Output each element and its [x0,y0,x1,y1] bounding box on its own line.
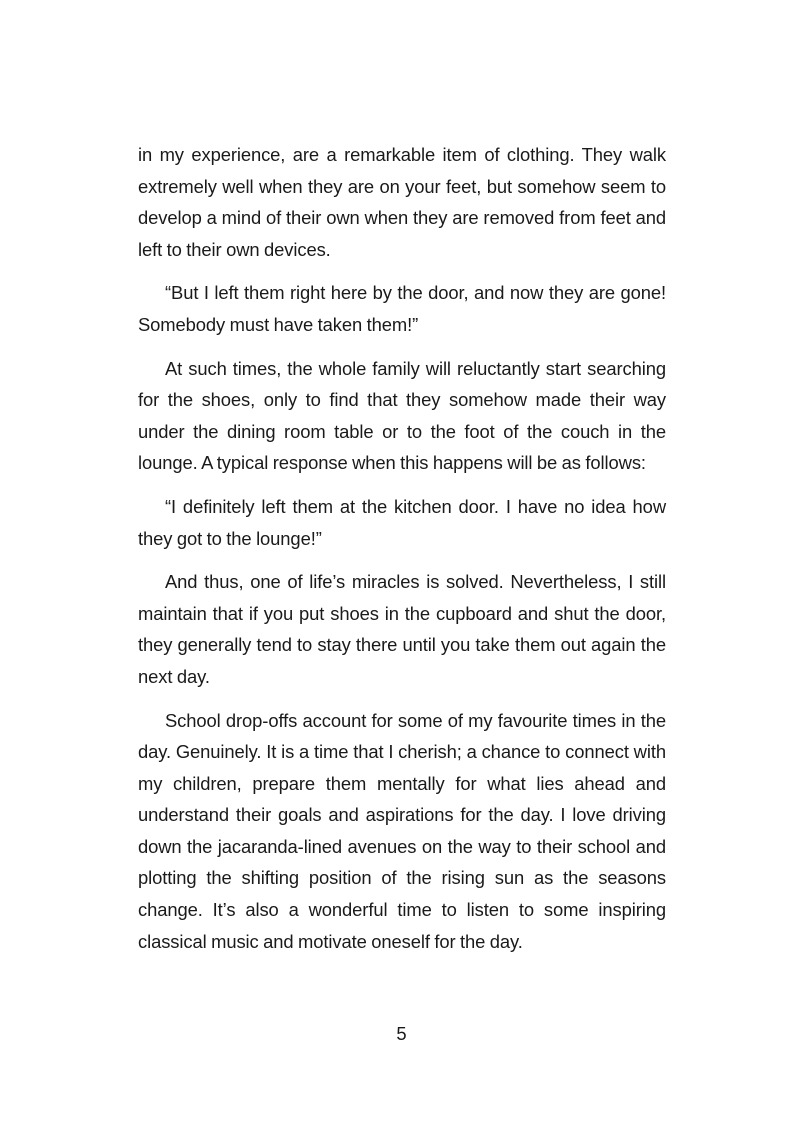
paragraph-quote-door: “But I left them right here by the door, and now they are gone! Somebody must have taken them!” [138,282,666,335]
page-number: 5 [396,1023,407,1044]
paragraph-searching: At such times, the whole family will reluctantly start searching for the shoes, only to find that they somehow made their way under the dining room table or to the foot of the couch in the lounge. A typical response when this happens will be as follows: [138,357,666,474]
paragraph-school-dropoffs: School drop-offs account for some of my favourite times in the day. Genuinely. It is a time that I cherish; a chance to connect with my children, prepare them mentally for what lies ahead and understand their goals and aspirations for the day. I love driving down the jacaranda-lined avenues on the way to their school and plotting the shifting position of the rising sun as the seasons change. It’s also a wonderful time to listen to some inspiring classical music and motivate oneself for the day. [138,709,666,952]
paragraph-quote-kitchen: “I definitely left them at the kitchen door. I have no idea how they got to the lounge!” [138,495,666,549]
body-text [138,139,666,969]
paragraph-continuation: in my experience, are a remarkable item of clothing. They walk extremely well when they are on your feet, but somehow seem to develop a mind of their own when they are removed from feet and left to their own devices. [138,144,666,260]
paragraph-miracles: And thus, one of life’s miracles is solved. Nevertheless, I still maintain that if you put shoes in the cupboard and shut the door, they generally tend to stay there until you take them out again the next day. [138,571,666,687]
